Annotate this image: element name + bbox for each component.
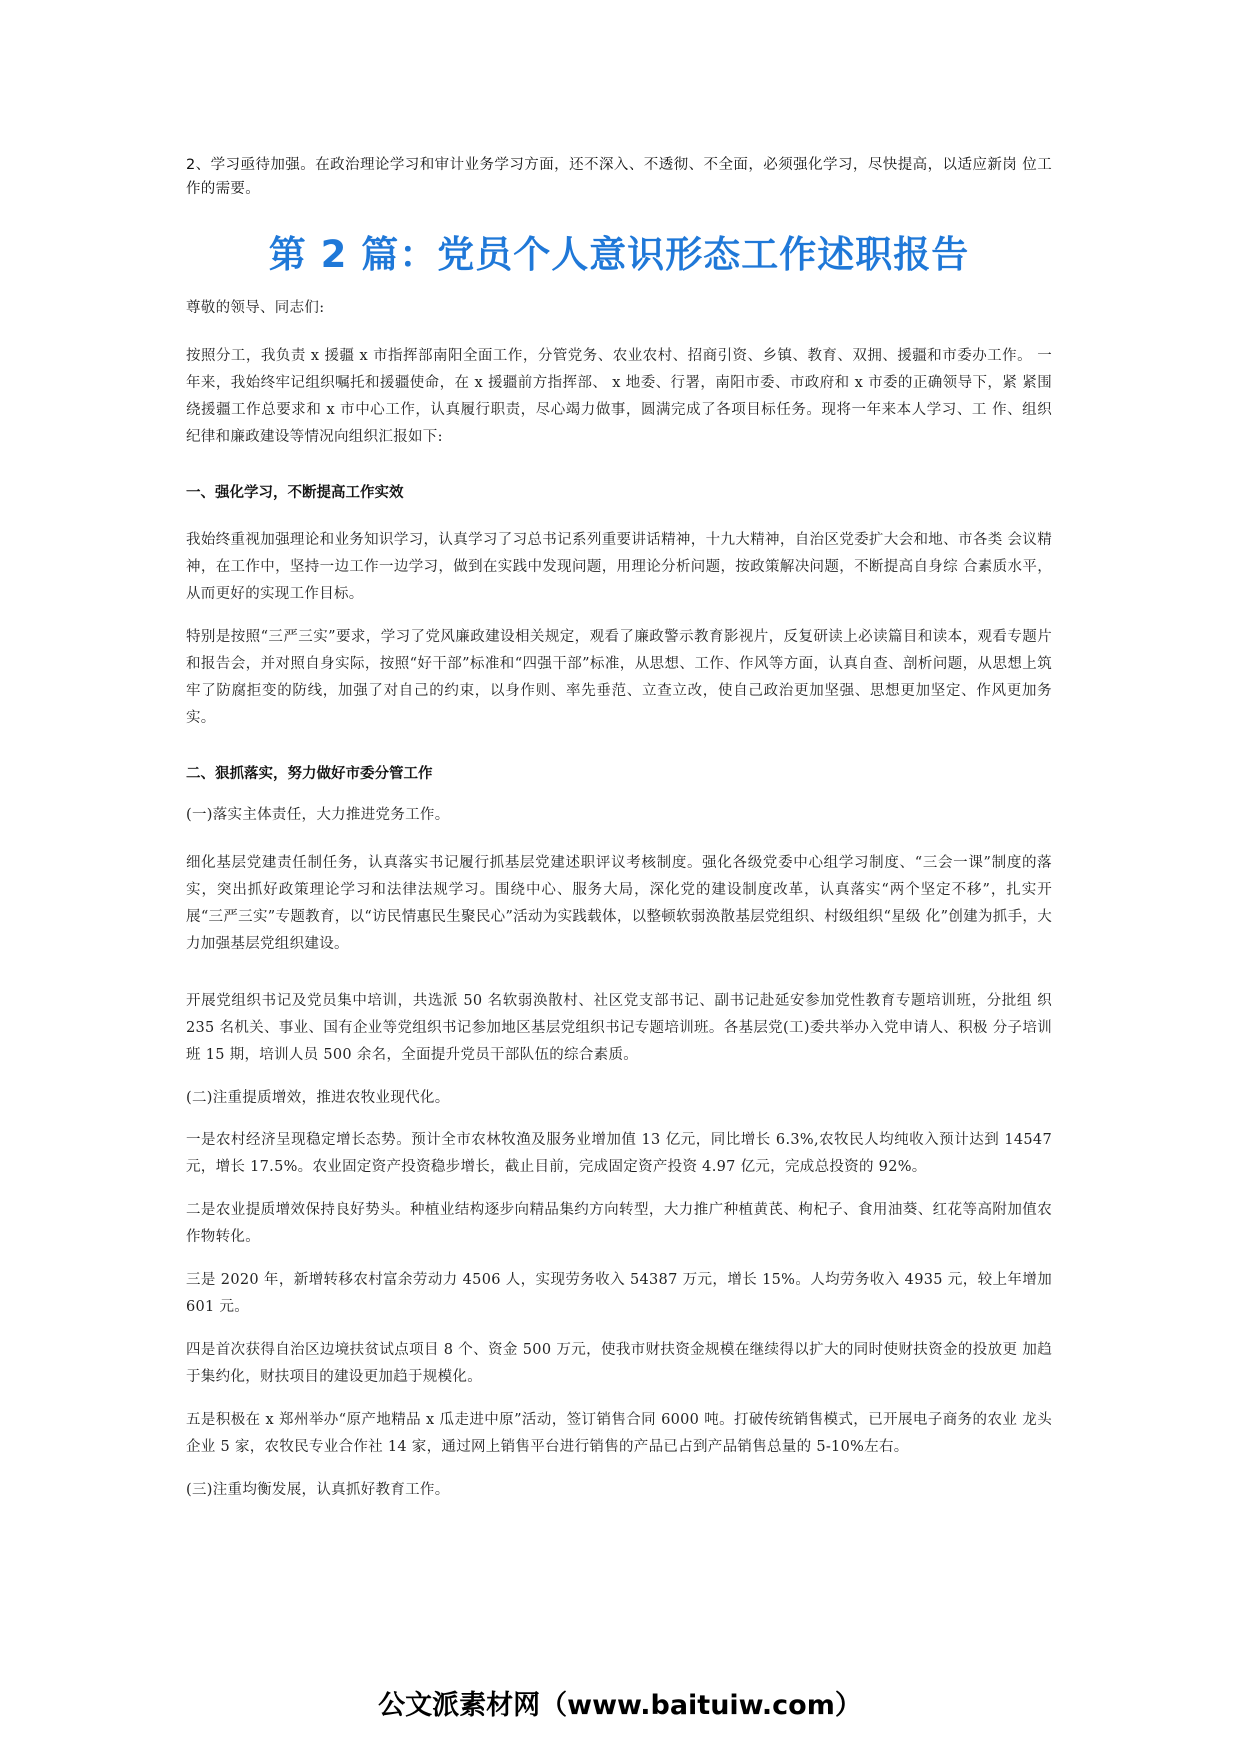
section-1-paragraph: 特别是按照“三严三实”要求，学习了党风廉政建设相关规定，观看了廉政警示教育影视片，反复研读上必读篇目和读本，观看专题片和报告会，并对照自身实际，按照“好干部”标准和“四强干部”标准，从思想、工作、作风等方面，认真自查、剖析问题，从思想上筑牢了防腐拒变的防线，加强了对自己的约束，以身作则、率先垂范、立查立改，使自己政治更加坚强、思想更加坚定、作风更加务实。 [186,629,1052,726]
salutation: 尊敬的领导、同志们: [186,300,325,316]
document-body [186,153,1052,1503]
subsection-2-paragraph: 三是 2020 年，新增转移农村富余劳动力 4506 人，实现劳务收入 54387 万元，增长 15%。人均劳务收入 4935 元，较上年增加 601 元。 [186,1272,1052,1315]
intro-paragraph: 按照分工，我负责 x 援疆 x 市指挥部南阳全面工作，分管党务、农业农村、招商引资、乡镇、教育、双拥、援疆和市委办工作。 一年来，我始终牢记组织嘱托和援疆使命，在 x 援疆前方指挥部、 x 地委、行署，南阳市委、市政府和 x 市委的正确领导下，紧 紧围绕援疆工作总要求和 x 市中心工作，认真履行职责，尽心竭力做事，圆满完成了各项目标任务。现将一年来本人学习、工 作、组织纪律和廉政建设等情况向组织汇报如下: [186,348,1052,445]
subsection-3-heading: (三)注重均衡发展，认真抓好教育工作。 [186,1482,450,1498]
footer-watermark: 公文派素材网（www.baituiw.com） [378,1690,862,1721]
subsection-1-heading: (一)落实主体责任，大力推进党务工作。 [186,807,450,823]
subsection-2-paragraph: 五是积极在 x 郑州举办“原产地精品 x 瓜走进中原”活动，签订销售合同 6000 吨。打破传统销售模式，已开展电子商务的农业 龙头企业 5 家，农牧民专业合作社 14 家，通过网上销售平台进行销售的产品已占到产品销售总量的 5-10%左右。 [186,1412,1052,1455]
subsection-2-paragraph: 一是农村经济呈现稳定增长态势。预计全市农林牧渔及服务业增加值 13 亿元，同比增长 6.3%,农牧民人均纯收入预计达到 14547 元，增长 17.5%。农业固定资产投资稳步增长，截止目前，完成固定资产投资 4.97 亿元，完成总投资的 92%。 [186,1132,1052,1175]
lead-paragraph: 2、学习亟待加强。在政治理论学习和审计业务学习方面，还不深入、不透彻、不全面，必须强化学习，尽快提高，以适应新岗 位工作的需要。 [186,157,1052,197]
section-1-paragraph: 我始终重视加强理论和业务知识学习，认真学习了习总书记系列重要讲话精神，十九大精神，自治区党委扩大会和地、市各类 会议精神，在工作中，坚持一边工作一边学习，做到在实践中发现问题，用理论分析问题，按政策解决问题，不断提高自身综 合素质水平，从而更好的实现工作目标。 [186,532,1052,602]
section-2-heading: 二、狠抓落实，努力做好市委分管工作 [186,766,433,782]
subsection-1-paragraph: 细化基层党建责任制任务，认真落实书记履行抓基层党建述职评议考核制度。强化各级党委中心组学习制度、“三会一课”制度的落实，突出抓好政策理论学习和法律法规学习。围绕中心、服务大局，深化党的建设制度改革，认真落实“两个坚定不移”，扎实开展“三严三实”专题教育，以“访民情惠民生聚民心”活动为实践载体，以整顿软弱涣散基层党组织、村级组织“星级 化”创建为抓手，大力加强基层党组织建设。 [186,855,1052,952]
subsection-2-paragraph: 二是农业提质增效保持良好势头。种植业结构逐步向精品集约方向转型，大力推广种植黄芪、枸杞子、食用油葵、红花等高附加值农作物转化。 [186,1202,1052,1245]
subsection-2-paragraph: 四是首次获得自治区边境扶贫试点项目 8 个、资金 500 万元，使我市财扶资金规模在继续得以扩大的同时使财扶资金的投放更 加趋于集约化，财扶项目的建设更加趋于规模化。 [186,1342,1052,1385]
subsection-2-heading: (二)注重提质增效，推进农牧业现代化。 [186,1090,450,1106]
document-title: 第 2 篇：党员个人意识形态工作述职报告 [268,233,970,276]
subsection-1-paragraph: 开展党组织书记及党员集中培训，共选派 50 名软弱涣散村、社区党支部书记、副书记赴延安参加党性教育专题培训班，分批组 织 235 名机关、事业、国有企业等党组织书记参加地区基层党组织书记专题培训班。各基层党(工)委共举办入党申请人、积极 分子培训班 15 期，培训人员 500 余名，全面提升党员干部队伍的综合素质。 [186,993,1052,1063]
section-1-heading: 一、强化学习，不断提高工作实效 [186,485,404,501]
